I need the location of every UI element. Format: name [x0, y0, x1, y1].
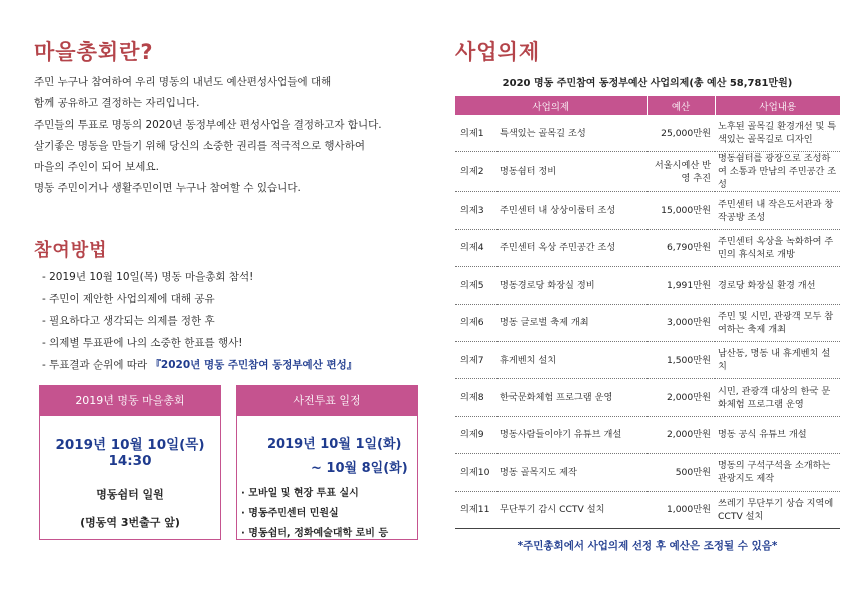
table-row [455, 491, 840, 528]
agenda-budget: 1,991만원 [647, 267, 715, 304]
agenda-content: 경로당 화장실 환경 개선 [715, 267, 840, 304]
advance-vote-start-date: 2019년 10월 1일(화) [267, 437, 402, 452]
intro-text [34, 72, 424, 200]
footnote: *주민총회에서 사업의제 선정 후 예산은 조정될 수 있음* [517, 540, 778, 552]
agenda-number: 의제11 [455, 491, 497, 528]
agenda-budget: 500만원 [647, 454, 715, 491]
agenda-name: 명동사람들이야기 유튜브 개설 [497, 416, 647, 453]
method-heading: 참여방법 [34, 240, 108, 261]
table-header-row [455, 96, 840, 115]
agenda-number: 의제4 [455, 229, 497, 266]
table-row [455, 192, 840, 229]
agenda-name: 주민센터 내 상상이룸터 조성 [497, 192, 647, 229]
method-item: - 2019년 10월 10일(목) 명동 마을총회 참석! [42, 271, 254, 283]
table-row [455, 416, 840, 453]
column-header: 사업의제 [455, 96, 647, 115]
table-row [455, 379, 840, 416]
agenda-name: 명동 골목지도 제작 [497, 454, 647, 491]
agenda-number: 의제10 [455, 454, 497, 491]
advance-vote-item: · 명동주민센터 민원실 [241, 508, 339, 519]
intro-line: 살기좋은 명동을 만들기 위해 당신의 소중한 권리를 적극적으로 행사하여 [34, 139, 365, 152]
agenda-name: 휴게벤치 설치 [497, 341, 647, 378]
intro-line: 주민들의 투표로 명동의 2020년 동정부예산 편성사업을 결정하고자 합니다. [34, 118, 382, 131]
agenda-heading: 사업의제 [455, 40, 541, 64]
method-item-highlight: 『2020년 명동 주민참여 동정부예산 편성』 [150, 359, 358, 371]
table-row [455, 267, 840, 304]
method-item: - 필요하다고 생각되는 의제를 정한 후 [42, 315, 215, 327]
agenda-name: 특색있는 골목길 조성 [497, 115, 647, 152]
agenda-budget: 3,000만원 [647, 304, 715, 341]
agenda-content: 쓰레기 무단투기 상습 지역에 CCTV 설치 [715, 491, 840, 528]
table-row [455, 304, 840, 341]
intro-heading: 마을총회란? [34, 40, 154, 64]
intro-line: 마을의 주인이 되어 보세요. [34, 161, 159, 174]
agenda-content: 주민센터 옥상을 녹화하여 주민의 휴식처로 개방 [715, 229, 840, 266]
intro-line: 주민 누구나 참여하여 우리 명동의 내년도 예산편성사업들에 대해 [34, 76, 332, 88]
agenda-number: 의제6 [455, 304, 497, 341]
agenda-content: 명동쉼터를 광장으로 조성하여 소통과 만남의 주민공간 조성 [715, 152, 840, 192]
general-meeting-location-note: (명동역 3번출구 앞) [80, 516, 180, 529]
agenda-name: 명동 글로벌 축제 개최 [497, 304, 647, 341]
agenda-budget: 2,000만원 [647, 416, 715, 453]
method-item [42, 354, 357, 376]
agenda-name: 명동쉼터 정비 [497, 152, 647, 192]
agenda-content: 노후된 골목길 환경개선 및 특색있는 골목길로 디자인 [715, 115, 840, 152]
general-meeting-box [39, 385, 221, 540]
agenda-number: 의제2 [455, 152, 497, 192]
agenda-number: 의제3 [455, 192, 497, 229]
general-meeting-header: 2019년 명동 마을총회 [40, 386, 220, 416]
agenda-number: 의제9 [455, 416, 497, 453]
advance-vote-header: 사전투표 일정 [237, 386, 417, 416]
agenda-budget: 서울시예산 반영 추진 [647, 152, 715, 192]
method-list [42, 266, 357, 376]
agenda-content: 명동 공식 유튜브 개설 [715, 416, 840, 453]
general-meeting-place: 명동쉼터 일원 [96, 488, 164, 501]
general-meeting-date: 2019년 10월 10일(목) 14:30 [55, 437, 205, 469]
agenda-number: 의제7 [455, 341, 497, 378]
agenda-name: 무단투기 감시 CCTV 설치 [497, 491, 647, 528]
table-row [455, 152, 840, 192]
agenda-content: 시민, 관광객 대상의 한국 문화체험 프로그램 운영 [715, 379, 840, 416]
table-row [455, 115, 840, 152]
agenda-name: 명동경로당 화장실 정비 [497, 267, 647, 304]
agenda-budget: 1,000만원 [647, 491, 715, 528]
agenda-content: 주민 및 시민, 관광객 모두 참여하는 축제 개최 [715, 304, 840, 341]
table-row [455, 341, 840, 378]
agenda-section [455, 40, 840, 552]
advance-vote-item: · 모바일 및 현장 투표 실시 [241, 488, 359, 499]
agenda-budget: 6,790만원 [647, 229, 715, 266]
table-row [455, 454, 840, 491]
agenda-table-body [455, 115, 840, 528]
advance-vote-box [236, 385, 418, 540]
agenda-table-title: 2020 명동 주민참여 동정부예산 사업의제(총 예산 58,781만원) [502, 78, 793, 89]
advance-vote-list [241, 484, 417, 544]
agenda-budget: 15,000만원 [647, 192, 715, 229]
agenda-budget: 2,000만원 [647, 379, 715, 416]
agenda-content: 명동의 구석구석을 소개하는 관광지도 제작 [715, 454, 840, 491]
agenda-name: 한국문화체험 프로그램 운영 [497, 379, 647, 416]
table-row [455, 229, 840, 266]
agenda-number: 의제5 [455, 267, 497, 304]
advance-vote-end-date: ~ 10월 8일(화) [311, 461, 408, 476]
agenda-name: 주민센터 옥상 주민공간 조성 [497, 229, 647, 266]
intro-line: 명동 주민이거나 생활주민이면 누구나 참여할 수 있습니다. [34, 182, 301, 195]
method-item: - 의제별 투표판에 나의 소중한 한표를 행사! [42, 337, 243, 349]
advance-vote-item: · 명동쉼터, 정화예술대학 로비 등 [241, 528, 389, 539]
column-header: 사업내용 [715, 96, 840, 115]
agenda-content: 남산동, 명동 내 휴게벤치 설치 [715, 341, 840, 378]
agenda-number: 의제8 [455, 379, 497, 416]
intro-section [34, 40, 424, 200]
agenda-table [455, 96, 840, 529]
agenda-content: 주민센터 내 작은도서관과 창작공방 조성 [715, 192, 840, 229]
agenda-number: 의제1 [455, 115, 497, 152]
agenda-budget: 25,000만원 [647, 115, 715, 152]
intro-line: 함께 공유하고 결정하는 자리입니다. [34, 97, 200, 110]
method-item-prefix: - 투표결과 순위에 따라 [42, 359, 151, 371]
method-item: - 주민이 제안한 사업의제에 대해 공유 [42, 293, 215, 305]
column-header: 예산 [647, 96, 715, 115]
agenda-budget: 1,500만원 [647, 341, 715, 378]
